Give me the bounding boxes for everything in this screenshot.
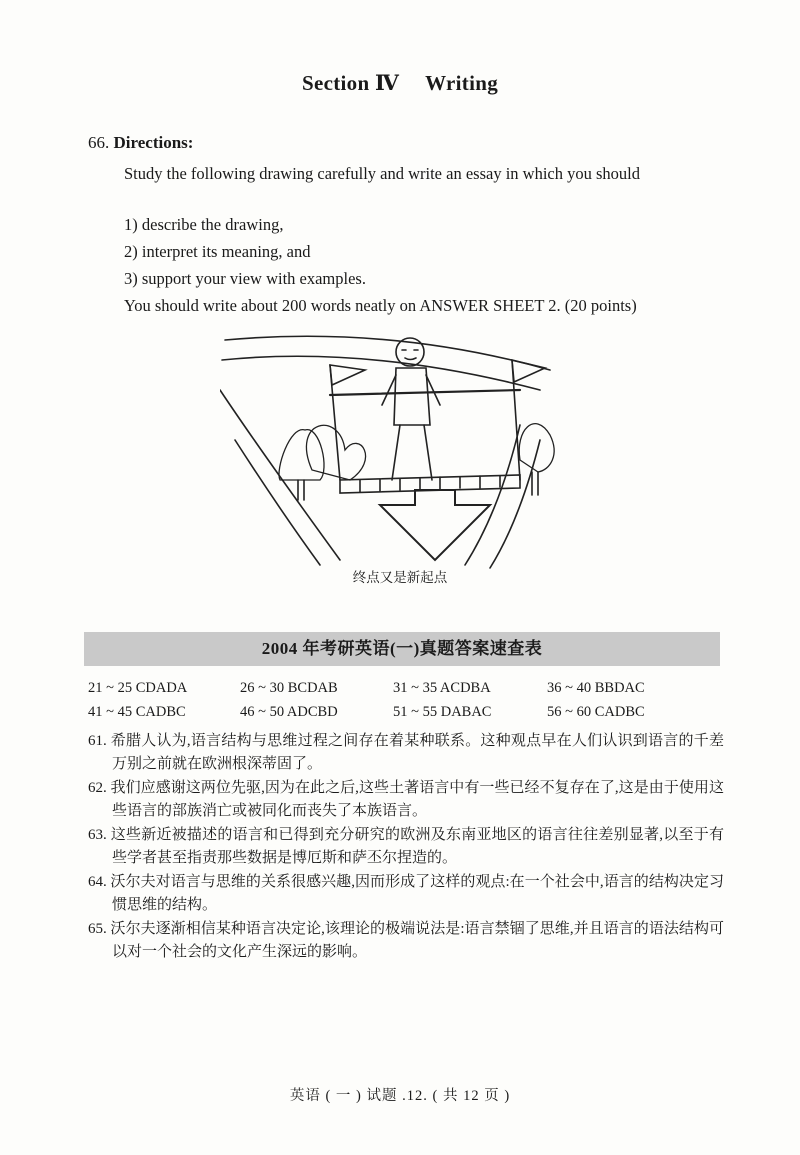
word-requirement: You should write about 200 words neatly on ANSWER SHEET 2. (20 points) bbox=[124, 296, 637, 315]
answer-group: 41 ~ 45 CADBC bbox=[88, 704, 186, 720]
answer-group: 46 ~ 50 ADCBD bbox=[240, 704, 338, 720]
direction-item-3: 3) support your view with examples. bbox=[124, 269, 366, 288]
question-number: 66. bbox=[88, 133, 110, 152]
translation-62: 62. 我们应感谢这两位先驱,因为在此之后,这些土著语言中有一些已经不复存在了,这是由于使用这些语言的部族消亡或被同化而丧失了本族语言。 bbox=[88, 780, 724, 819]
directions-colon: : bbox=[187, 133, 194, 152]
finish-line-drawing bbox=[220, 330, 560, 570]
page-footer: 英语 ( 一 ) 试题 .12. ( 共 12 页 ) bbox=[289, 1088, 511, 1104]
direction-item-2: 2) interpret its meaning, and bbox=[124, 242, 311, 261]
answer-group: 51 ~ 55 DABAC bbox=[393, 704, 492, 720]
answer-group: 56 ~ 60 CADBC bbox=[547, 704, 645, 720]
answer-group: 21 ~ 25 CDADA bbox=[88, 680, 188, 696]
translation-65: 65. 沃尔夫逐渐相信某种语言决定论,该理论的极端说法是:语言禁锢了思维,并且语言的语法结构可以对一个社会的文化产生深远的影响。 bbox=[88, 921, 724, 960]
direction-item-1: 1) describe the drawing, bbox=[124, 215, 284, 234]
translation-63: 63. 这些新近被描述的语言和已得到充分研究的欧洲及东南亚地区的语言往往差别显著,以至于有些学者甚至指责那些数据是博厄斯和萨丕尔捏造的。 bbox=[88, 827, 724, 866]
answer-group: 36 ~ 40 BBDAC bbox=[547, 680, 645, 696]
answer-group: 26 ~ 30 BCDAB bbox=[240, 680, 338, 696]
answer-key-title: 2004 年考研英语(一)真题答案速查表 bbox=[84, 632, 720, 666]
translation-64: 64. 沃尔夫对语言与思维的关系很感兴趣,因而形成了这样的观点:在一个社会中,语言的结构决定习惯思维的结构。 bbox=[88, 874, 724, 913]
question-heading bbox=[88, 133, 193, 153]
directions-label: Directions bbox=[113, 133, 188, 152]
figure-caption: 终点又是新起点 bbox=[352, 570, 448, 585]
translation-61: 61. 希腊人认为,语言结构与思维过程之间存在着某种联系。这种观点早在人们认识到语言的千差万别之前就在欧洲根深蒂固了。 bbox=[88, 733, 724, 772]
section-title bbox=[0, 70, 800, 96]
directions-intro: Study the following drawing carefully and write an essay in which you should bbox=[124, 164, 640, 183]
section-name: Writing bbox=[425, 71, 498, 95]
answer-group: 31 ~ 35 ACDBA bbox=[393, 680, 491, 696]
section-label: Section Ⅳ bbox=[302, 71, 400, 95]
